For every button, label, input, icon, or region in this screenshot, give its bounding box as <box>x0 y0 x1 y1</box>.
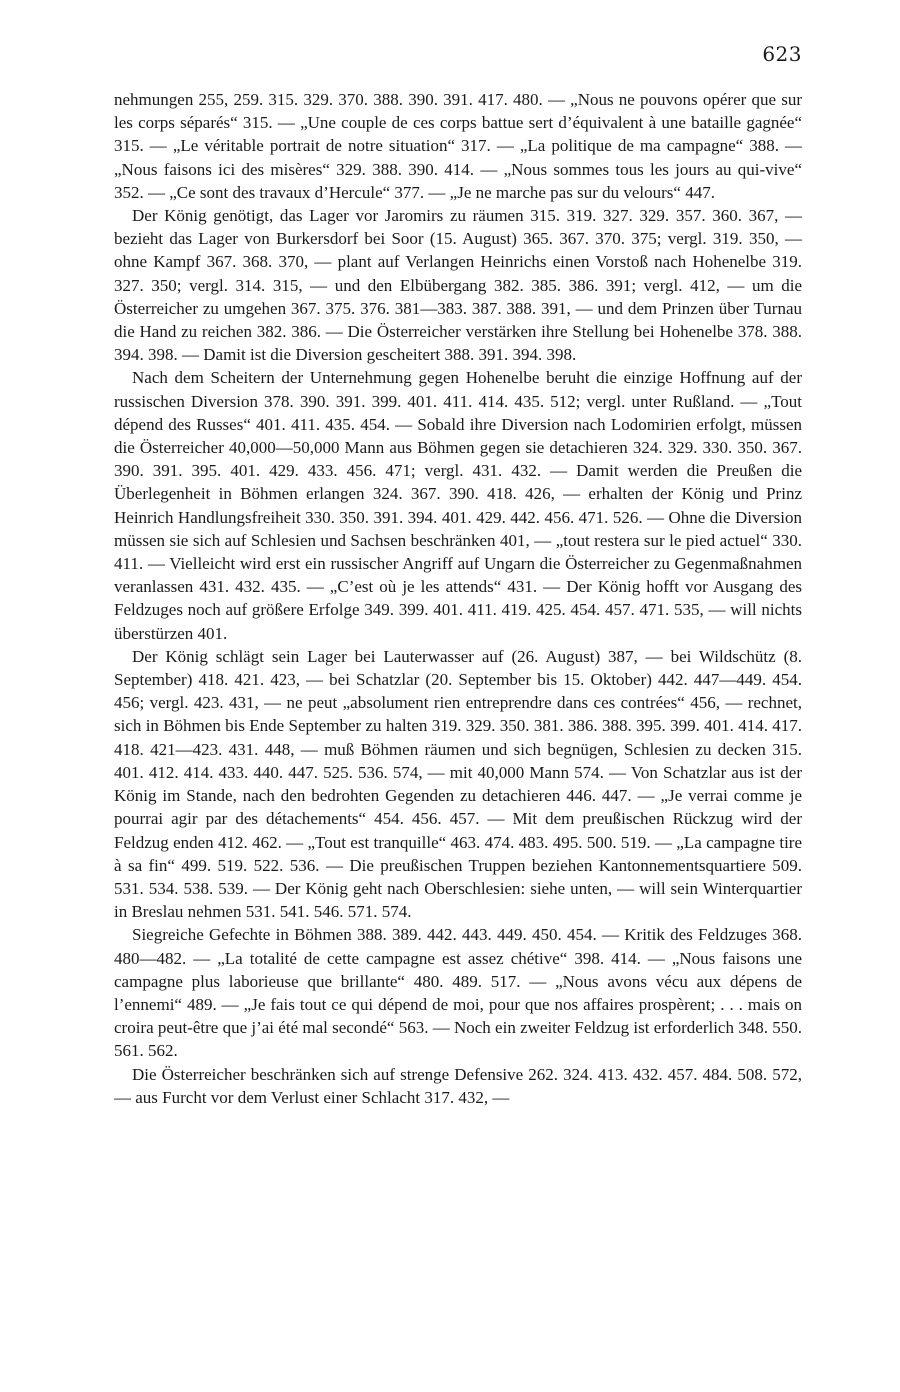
paragraph-lauterwasser: Der König schlägt sein Lager bei Lauterwasser auf (26. August) 387, — bei Wildschütz (8. September) 418. 421. 423, — bei Schatzlar (20. September bis 15. Oktober) 442. 447—449. 454. 456; vergl. 423. 431, — ne peut „absolument rien entreprendre dans ces contrées“ 456, — rechnet, sich in Böhmen bis Ende September zu halten 319. 329. 350. 381. 386. 388. 395. 399. 401. 414. 417. 418. 421—423. 431. 448, — muß Böhmen räumen und sich begnügen, Schlesien zu decken 315. 401. 412. 414. 433. 440. 447. 525. 536. 574, — mit 40,000 Mann 574. — Von Schatzlar aus ist der König im Stande, nach den bedrohten Gegenden zu detachieren 446. 447. — „Je verrai comme je pourrai agir par des détachements“ 454. 456. 457. — Mit dem preußischen Rückzug wird der Feldzug enden 412. 462. — „Tout est tranquille“ 463. 474. 483. 495. 500. 519. — „La campagne tire à sa fin“ 499. 519. 522. 536. — Die preußischen Truppen beziehen Kantonnementsquartiere 509. 531. 534. 538. 539. — Der König geht nach Oberschlesien: siehe unten, — will sein Winterquartier in Breslau nehmen 531. 541. 546. 571. 574. <box>114 646 802 922</box>
page-number: 623 <box>762 42 802 66</box>
paragraph-siegreiche-gefechte: Siegreiche Gefechte in Böhmen 388. 389. 442. 443. 449. 450. 454. — Kritik des Feldzuges 368. 480—482. — „La totalité de cette campagne est assez chétive“ 398. 414. — „Nous faisons une campagne plus laborieuse que brillante“ 480. 489. 517. — „Nous avons vécu aux dépens de l’ennemi“ 489. — „Je fais tout ce qui dépend de moi, pour que nos affaires prospèrent; . . . mais on croira peut-être que j’ai été mal secondé“ 563. — Noch ein zweiter Feldzug ist erforderlich 348. 550. 561. 562. <box>114 925 802 1061</box>
paragraph-oesterreicher-defensive: Die Österreicher beschränken sich auf strenge Defensive 262. 324. 413. 432. 457. 484. 508. 572, — aus Furcht vor dem Verlust einer Schlacht 317. 432, — <box>114 1064 802 1107</box>
index-text-block <box>114 88 802 1109</box>
paragraph-russische-diversion: Nach dem Scheitern der Unternehmung gegen Hohenelbe beruht die einzige Hoffnung auf der russischen Diversion 378. 390. 391. 399. 401. 411. 414. 435. 512; vergl. unter Rußland. — „Tout dépend des Russes“ 401. 411. 435. 454. — Sobald ihre Diversion nach Lodomirien erfolgt, müssen die Österreicher 40,000—50,000 Mann aus Böhmen gegen sie detachieren 324. 329. 330. 350. 367. 390. 391. 395. 401. 429. 433. 456. 471; vergl. 431. 432. — Damit werden die Preußen die Überlegenheit in Böhmen erlangen 324. 367. 390. 418. 426, — erhalten der König und Prinz Heinrich Handlungsfreiheit 330. 350. 391. 394. 401. 429. 442. 456. 471. 526. — Ohne die Diversion müssen sie sich auf Schlesien und Sachsen beschränken 401, — „tout restera sur le pied actuel“ 330. 411. — Vielleicht wird erst ein russischer Angriff auf Ungarn die Österreicher zu Gegenmaßnahmen veranlassen 431. 432. 435. — „C’est où je les attends“ 431. — Der König hofft vor Ausgang des Feldzuges noch auf größere Erfolge 349. 399. 401. 411. 419. 425. 454. 457. 471. 535, — will nichts überstürzen 401. <box>114 368 802 643</box>
paragraph-continuation: nehmungen 255, 259. 315. 329. 370. 388. 390. 391. 417. 480. — „Nous ne pouvons opérer que sur les corps séparés“ 315. — „Une couple de ces corps battue sert d’équivalent à une bataille gagnée“ 315. — „Le véritable portrait de notre situation“ 317. — „La politique de ma campagne“ 388. — „Nous faisons ici des misères“ 329. 388. 390. 414. — „Nous sommes tous les jours au qui-vive“ 352. — „Ce sont des travaux d’Hercule“ 377. — „Je ne marche pas sur du velours“ 447. <box>114 90 802 202</box>
paragraph-lager-jaromirs: Der König genötigt, das Lager vor Jaromirs zu räumen 315. 319. 327. 329. 357. 360. 367, — bezieht das Lager von Burkersdorf bei Soor (15. August) 365. 367. 370. 375; vergl. 319. 350, — ohne Kampf 367. 368. 370, — plant auf Verlangen Heinrichs einen Vorstoß nach Hohenelbe 319. 327. 350; vergl. 314. 315, — und den Elbübergang 382. 385. 386. 391; vergl. 412, — um die Österreicher zu umgehen 367. 375. 376. 381—383. 387. 388. 391, — und dem Prinzen über Turnau die Hand zu reichen 382. 386. — Die Österreicher verstärken ihre Stellung bei Hohenelbe 378. 388. 394. 398. — Damit ist die Diversion gescheitert 388. 391. 394. 398. <box>114 206 802 365</box>
